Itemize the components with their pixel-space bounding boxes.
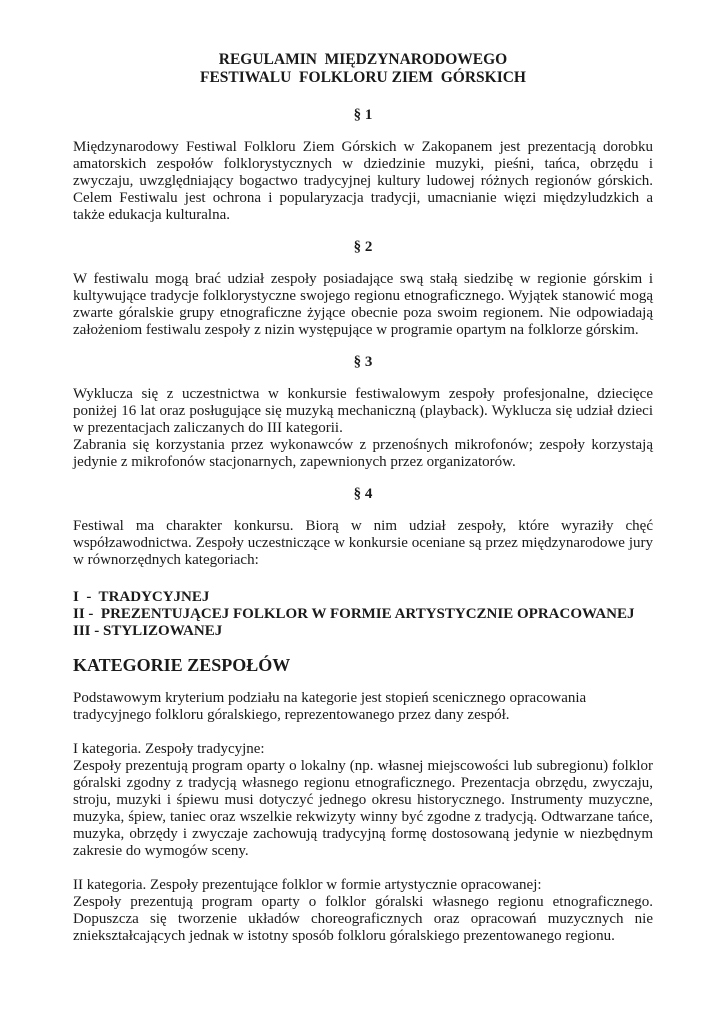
section-heading-par-3: § 3: [353, 354, 373, 370]
category-1-body: Zespoły prezentują program oparty o lokalny (np. własnej miejscowości lub subregionu) folklor góralski zgodny z tradycją własnego regionu etnograficznego. Prezentacja obrzędu, zwyczaju, stroju, muzyki i śpiewu musi dotyczyć jednego okresu historycznego. Instrumenty muzyczne, muzyka, śpiew, taniec oraz wszelkie rekwizyty winny być zgodne z tradycją. Odtwarzane tańce, muzyka, obrzędy i zwyczaje zachowują tradycyjną formę dostosowaną jedynie w niezbędnym zakresie do wymogów sceny.: [73, 758, 653, 859]
section-heading-par-2: § 2: [353, 239, 373, 255]
section-3-paragraph-1: Wyklucza się z uczestnictwa w konkursie festiwalowym zespoły profesjonalne, dziecięce poniżej 16 lat oraz posługujące się muzyką mechaniczną (playback). Wyklucza się udział dzieci w prezentacjach zaliczanych do III kategorii.: [73, 386, 653, 436]
category-1-title: I kategoria. Zespoły tradycyjne:: [73, 741, 265, 757]
categories-intro: Podstawowym kryterium podziału na kategorie jest stopień scenicznego opracowania tradycyjnego folkloru góralskiego, reprezentowanego przez dany zespół.: [73, 690, 587, 723]
jury-category-item-2: II - PREZENTUJĄCEJ FOLKLOR W FORMIE ARTYSTYCZNIE OPRACOWANEJ: [73, 606, 635, 622]
jury-category-item-3: III - STYLIZOWANEJ: [73, 623, 223, 639]
category-2-title: II kategoria. Zespoły prezentujące folklor w formie artystycznie opracowanej:: [73, 877, 542, 893]
document-title: [73, 51, 653, 87]
jury-category-item-1: I - TRADYCYJNEJ: [73, 589, 210, 605]
section-1-paragraph: Międzynarodowy Festiwal Folkloru Ziem Górskich w Zakopanem jest prezentacją dorobku amatorskich zespołów folklorystycznych w dziedzinie muzyki, pieśni, tańca, obrzędu i zwyczaju, uwzględniający bogactwo tradycyjnej kultury ludowej różnych regionów górskich. Celem Festiwalu jest ochrona i popularyzacja tradycji, umacnianie więzi międzyludzkich a także edukacja kulturalna.: [73, 139, 653, 223]
jury-category-list: [73, 589, 653, 640]
category-2-body: Zespoły prezentują program oparty o folklor góralski własnego regionu etnograficznego. Dopuszcza się tworzenie układów choreograficznych oraz opracowań muzycznych nie zniekształcających jednak w istotny sposób folkloru góralskiego prezentowanego regionu.: [73, 894, 653, 944]
section-3-paragraph-2: Zabrania się korzystania przez wykonawców z przenośnych mikrofonów; zespoły korzystają jedynie z mikrofonów stacjonarnych, zapewnionych przez organizatorów.: [73, 437, 653, 470]
document-title-line-1: REGULAMIN MIĘDZYNARODOWEGO: [218, 51, 508, 68]
document-title-line-2: FESTIWALU FOLKLORU ZIEM GÓRSKICH: [200, 69, 526, 86]
category-2-block: [73, 877, 653, 945]
section-2-paragraph: W festiwalu mogą brać udział zespoły posiadające swą stałą siedzibę w regionie górskim i kultywujące tradycje folklorystyczne swojego regionu etnograficznego. Wyjątek stanowić mogą zwarte góralskie grupy etnograficzne żyjące obecnie poza swoim regionem. Nie odpowiadają założeniom festiwalu zespoły z nizin występujące w programie opartym na folklorze górskim.: [73, 271, 653, 338]
section-heading-par-1: § 1: [353, 107, 373, 123]
categories-heading: KATEGORIE ZESPOŁÓW: [73, 655, 291, 675]
section-heading-par-4: § 4: [353, 486, 373, 502]
category-1-block: [73, 741, 653, 860]
section-4-paragraph: Festiwal ma charakter konkursu. Biorą w nim udział zespoły, które wyraziły chęć współzawodnictwa. Zespoły uczestniczące w konkursie oceniane są przez międzynarodowe jury w równorzędnych kategoriach:: [73, 518, 653, 568]
